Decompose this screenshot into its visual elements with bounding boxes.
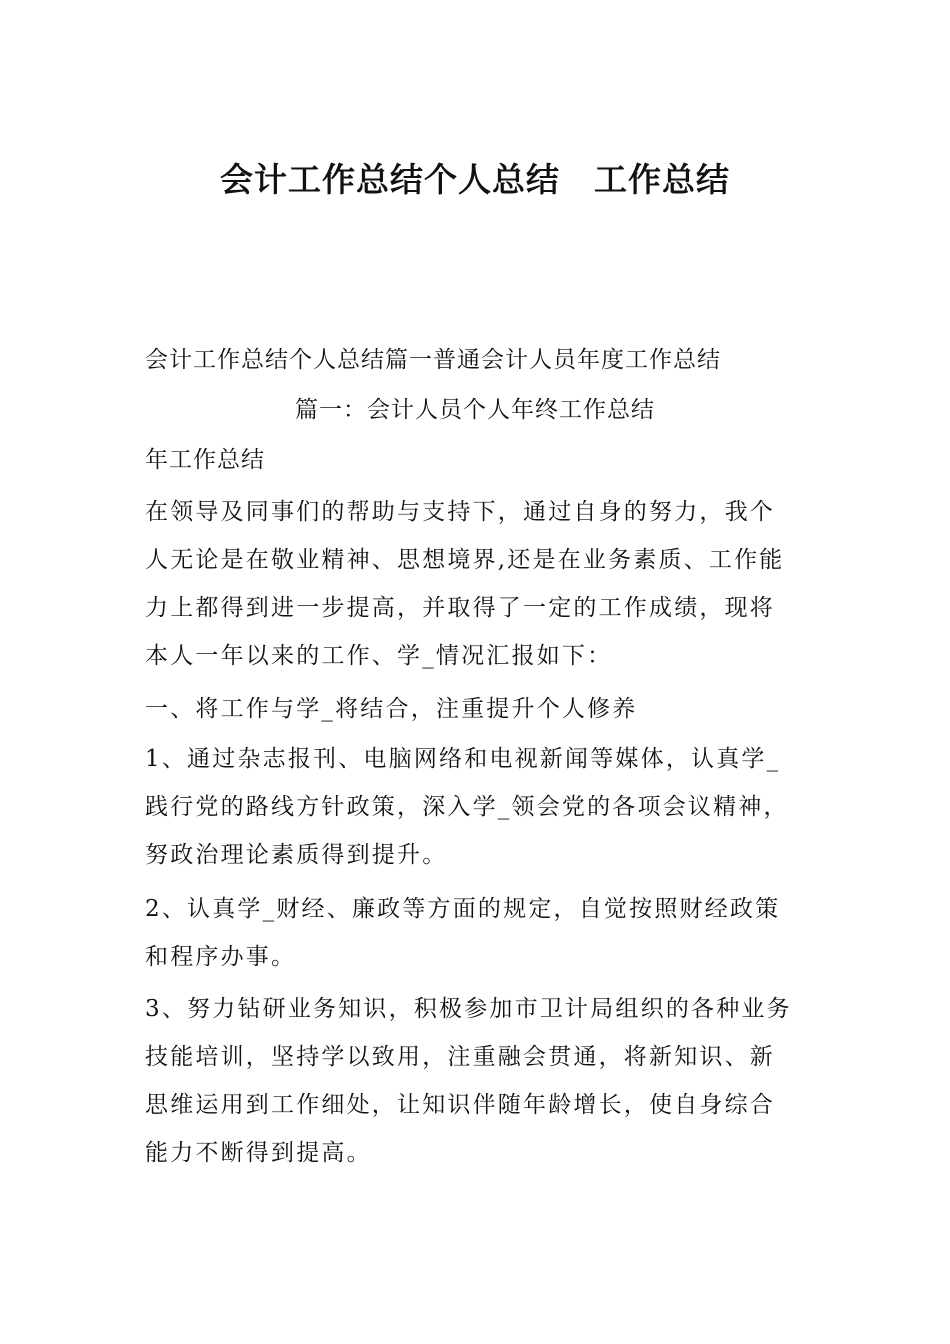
paragraph-line: 技能培训，坚持学以致用，注重融会贯通，将新知识、新 xyxy=(145,1044,775,1070)
paragraph-line: 2、认真学_财经、廉政等方面的规定，自觉按照财经政策 xyxy=(145,896,781,922)
paragraph-line: 在领导及同事们的帮助与支持下，通过自身的努力，我个 xyxy=(145,499,775,525)
centered-heading: 篇一：会计人员个人年终工作总结 xyxy=(295,397,655,423)
paragraph-item-3 xyxy=(145,985,810,1177)
paragraph-line: 1、通过杂志报刊、电脑网络和电视新闻等媒体，认真学_ xyxy=(145,746,781,772)
paragraph-line: 人无论是在敬业精神、思想境界,还是在业务素质、工作能 xyxy=(145,547,785,573)
document-title: 会计工作总结个人总结 工作总结 xyxy=(220,160,730,199)
paragraph-item-2 xyxy=(145,885,810,981)
paragraph-line: 3、努力钻研业务知识，积极参加市卫计局组织的各种业务 xyxy=(145,996,792,1022)
paragraph-line: 本人一年以来的工作、学_情况汇报如下： xyxy=(145,643,613,669)
paragraph-line: 努政治理论素质得到提升。 xyxy=(145,842,448,868)
section-label: 年工作总结 xyxy=(145,447,265,473)
paragraph-line: 践行党的路线方针政策，深入学_领会党的各项会议精神， xyxy=(145,794,789,820)
paragraph-line: 和程序办事。 xyxy=(145,944,297,970)
document-subtitle: 会计工作总结个人总结篇一普通会计人员年度工作总结 xyxy=(145,347,721,373)
paragraph-intro xyxy=(145,488,810,680)
paragraph-item-1 xyxy=(145,735,810,879)
paragraph-line: 力上都得到进一步提高，并取得了一定的工作成绩，现将 xyxy=(145,595,775,621)
paragraph-line: 一、将工作与学_将结合，注重提升个人修养 xyxy=(145,696,638,722)
paragraph-line: 思维运用到工作细处，让知识伴随年龄增长，使自身综合 xyxy=(145,1092,775,1118)
paragraph-line: 能力不断得到提高。 xyxy=(145,1140,372,1166)
section-heading-one xyxy=(145,685,810,733)
